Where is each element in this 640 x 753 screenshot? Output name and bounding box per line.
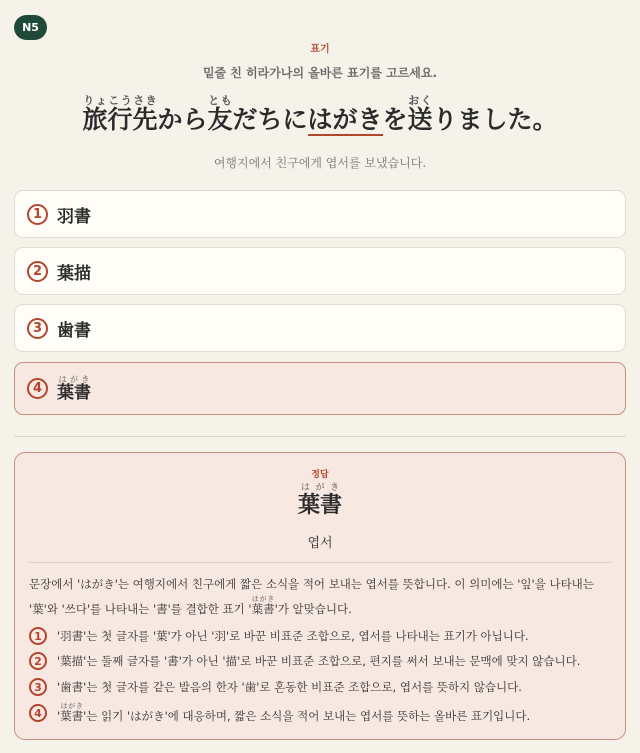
section-divider xyxy=(14,436,626,437)
reason-item xyxy=(29,678,611,696)
option-2[interactable] xyxy=(14,247,626,295)
sentence-text: を xyxy=(382,105,408,134)
reason-text: '羽書'는 첫 글자를 '葉'가 아닌 '羽'로 바꾼 비표준 조합으로, 엽서를 나타내는 표기가 아닙니다. xyxy=(57,629,529,643)
reason-number-icon: 1 xyxy=(29,627,47,645)
sentence-text: りました。 xyxy=(432,105,558,134)
sentence-translation: 여행지에서 친구에게 엽서를 보냈습니다. xyxy=(213,156,427,170)
option-1[interactable] xyxy=(14,190,626,238)
panel-divider xyxy=(29,562,611,563)
underlined-target-word: はがき xyxy=(307,105,383,134)
option-3[interactable] xyxy=(14,304,626,352)
answer-label: 정답 xyxy=(311,470,329,480)
option-text: 歯書 xyxy=(57,320,91,341)
reason-number-icon: 2 xyxy=(29,652,47,670)
answer-meaning: 엽서 xyxy=(307,536,333,551)
reason-text: '歯書'는 첫 글자를 같은 발음의 한자 '歯'로 혼동한 비표준 조합으로, 엽서를 뜻하지 않습니다. xyxy=(57,680,522,694)
option-number-icon: 2 xyxy=(27,261,48,282)
answer-explanation: 문장에서 'はがき'는 여행지에서 친구에게 짧은 소식을 적어 보내는 엽서를 뜻합니다. 이 의미에는 '잎'을 나타내는 '葉'와 '쓰다'를 나타내는 '書'를 결합한 표기 '葉書はがき'가 알맞습니다. xyxy=(29,577,594,616)
reason-number-icon: 4 xyxy=(29,704,47,722)
answer-panel xyxy=(14,452,626,740)
option-text: 葉書はがき xyxy=(57,374,91,403)
reason-item xyxy=(29,627,611,645)
option-text: 葉描 xyxy=(57,263,91,284)
reason-item xyxy=(29,702,611,724)
sentence-word: 旅行先りょこうさき xyxy=(82,94,158,134)
reason-number-icon: 3 xyxy=(29,678,47,696)
question-instruction: 밑줄 친 히라가나의 올바른 표기를 고르세요. xyxy=(202,66,438,80)
question-category: 표기 xyxy=(310,44,330,55)
reason-item xyxy=(29,652,611,670)
option-4-selected[interactable] xyxy=(14,362,626,415)
option-number-icon: 3 xyxy=(27,318,48,339)
reason-text: '葉描'는 둘째 글자를 '書'가 아닌 '描'로 바꾼 비표준 조합으로, 편지를 써서 보내는 문맥에 맞지 않습니다. xyxy=(57,654,581,668)
sentence-text: から xyxy=(157,105,208,134)
option-number-icon: 1 xyxy=(27,204,48,225)
sentence-word: 友とも xyxy=(207,94,233,134)
answer-word: 葉書はがき xyxy=(297,483,342,518)
sentence-word: 送おく xyxy=(407,94,433,134)
reason-text: '葉書はがき'는 읽기 'はがき'에 대응하며, 짧은 소식을 적어 보내는 엽서를 뜻하는 올바른 표기입니다. xyxy=(57,702,531,723)
question-sentence xyxy=(0,94,640,136)
sentence-text: だちに xyxy=(232,105,308,134)
option-number-icon: 4 xyxy=(27,378,48,399)
level-badge: N5 xyxy=(14,15,47,40)
option-text: 羽書 xyxy=(57,206,91,227)
